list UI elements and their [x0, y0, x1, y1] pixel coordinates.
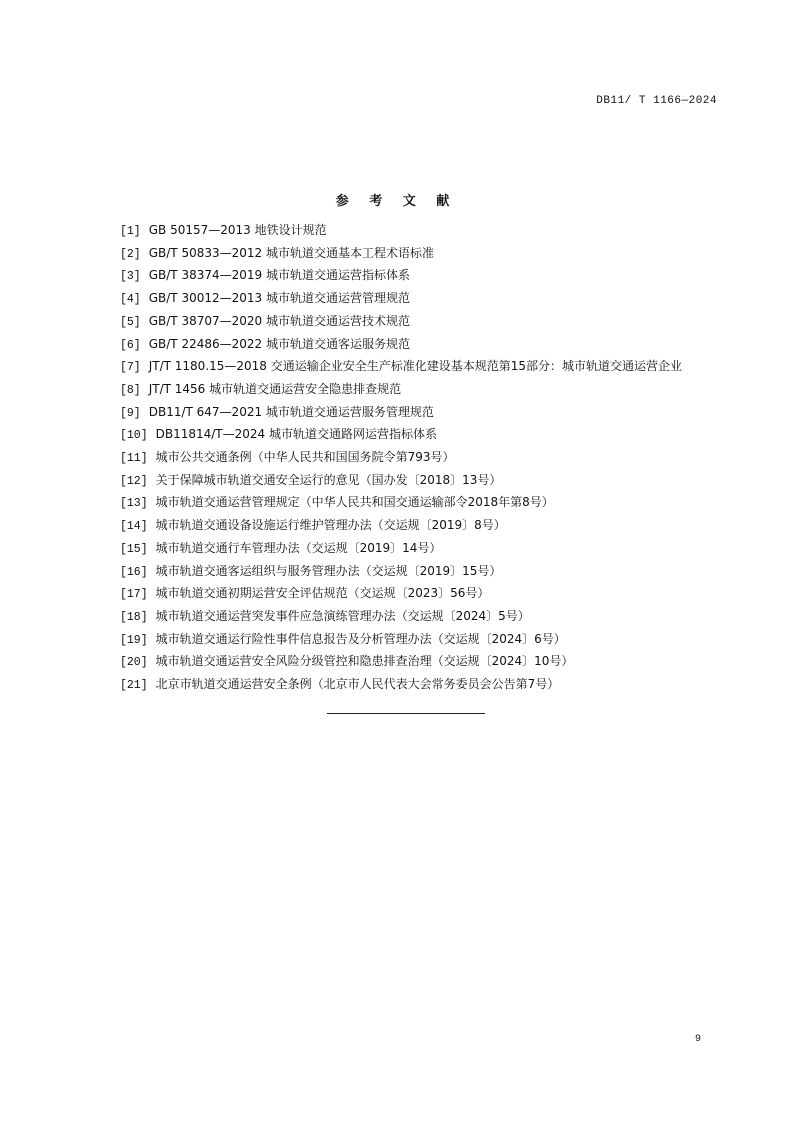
reference-number: [3]: [120, 270, 141, 284]
reference-number: [7]: [120, 361, 141, 375]
reference-text: 北京市轨道交通运营安全条例（北京市人民代表大会常务委员会公告第7号）: [155, 677, 560, 692]
reference-item: [120, 424, 720, 447]
end-divider: [327, 713, 485, 714]
page-title: 参 考 文 献: [335, 194, 458, 209]
reference-number: [2]: [120, 247, 141, 261]
reference-item: [120, 356, 720, 379]
reference-item: [120, 220, 720, 243]
reference-text: JT/T 1456 城市轨道交通运营安全隐患排查规范: [148, 381, 402, 396]
reference-number: [10]: [120, 429, 148, 443]
reference-text: 城市轨道交通运营管理规定（中华人民共和国交通运输部令2018年第8号）: [155, 495, 554, 510]
reference-item: [120, 674, 720, 697]
reference-number: [5]: [120, 315, 141, 329]
reference-number: [19]: [120, 633, 148, 647]
reference-item: [120, 288, 720, 311]
reference-number: [8]: [120, 383, 141, 397]
reference-text: 关于保障城市轨道交通安全运行的意见（国办发〔2018〕13号）: [155, 472, 502, 487]
reference-text: GB/T 30012—2013 城市轨道交通运营管理规范: [148, 291, 410, 306]
reference-item: [120, 583, 720, 606]
reference-number: [15]: [120, 542, 148, 556]
reference-number: [12]: [120, 474, 148, 488]
reference-number: [6]: [120, 338, 141, 352]
reference-text: DB11814/T—2024 城市轨道交通路网运营指标体系: [155, 427, 437, 442]
reference-text: 城市轨道交通行车管理办法（交运规〔2019〕14号）: [155, 540, 442, 555]
reference-text: GB 50157—2013 地铁设计规范: [148, 223, 327, 237]
page-number: 9: [694, 1034, 701, 1045]
reference-text: 城市公共交通条例（中华人民共和国国务院令第793号）: [155, 450, 455, 465]
reference-text: GB/T 38374—2019 城市轨道交通运营指标体系: [148, 268, 410, 283]
reference-text: JT/T 1180.15—2018 交通运输企业安全生产标准化建设基本规范第15部分：城市轨道交通运营企业: [148, 359, 683, 374]
reference-item: [120, 402, 720, 425]
reference-text: 城市轨道交通运行险性事件信息报告及分析管理办法（交运规〔2024〕6号）: [155, 631, 566, 646]
reference-text: DB11/T 647—2021 城市轨道交通运营服务管理规范: [148, 404, 434, 419]
reference-text: 城市轨道交通运营突发事件应急演练管理办法（交运规〔2024〕5号）: [155, 608, 530, 623]
reference-item: [120, 265, 720, 288]
reference-item: [120, 379, 720, 402]
reference-item: [120, 334, 720, 357]
reference-item: [120, 243, 720, 266]
standard-code: DB11/ T 1166—2024: [596, 95, 717, 107]
reference-item: [120, 470, 720, 493]
reference-item: [120, 515, 720, 538]
reference-number: [13]: [120, 497, 148, 511]
reference-item: [120, 561, 720, 584]
reference-item: [120, 606, 720, 629]
reference-item: [120, 311, 720, 334]
reference-number: [20]: [120, 656, 148, 670]
reference-text: GB/T 50833—2012 城市轨道交通基本工程术语标准: [148, 245, 434, 260]
reference-item: [120, 492, 720, 515]
reference-number: [17]: [120, 588, 148, 602]
reference-number: [14]: [120, 520, 148, 534]
reference-number: [11]: [120, 452, 148, 466]
reference-text: 城市轨道交通设备设施运行维护管理办法（交运规〔2019〕8号）: [155, 518, 506, 533]
reference-text: GB/T 38707—2020 城市轨道交通运营技术规范: [148, 313, 410, 328]
reference-number: [18]: [120, 610, 148, 624]
reference-item: [120, 651, 720, 674]
reference-number: [1]: [120, 225, 141, 238]
reference-number: [21]: [120, 679, 148, 693]
reference-number: [4]: [120, 293, 141, 307]
reference-number: [9]: [120, 406, 141, 420]
reference-text: 城市轨道交通客运组织与服务管理办法（交运规〔2019〕15号）: [155, 563, 502, 578]
reference-list: [120, 220, 720, 697]
reference-item: [120, 538, 720, 561]
reference-item: [120, 447, 720, 470]
reference-text: GB/T 22486—2022 城市轨道交通客运服务规范: [148, 336, 410, 351]
reference-item: [120, 629, 720, 652]
reference-text: 城市轨道交通初期运营安全评估规范（交运规〔2023〕56号）: [155, 586, 490, 601]
reference-text: 城市轨道交通运营安全风险分级管控和隐患排查治理（交运规〔2024〕10号）: [155, 654, 574, 669]
reference-number: [16]: [120, 565, 148, 579]
